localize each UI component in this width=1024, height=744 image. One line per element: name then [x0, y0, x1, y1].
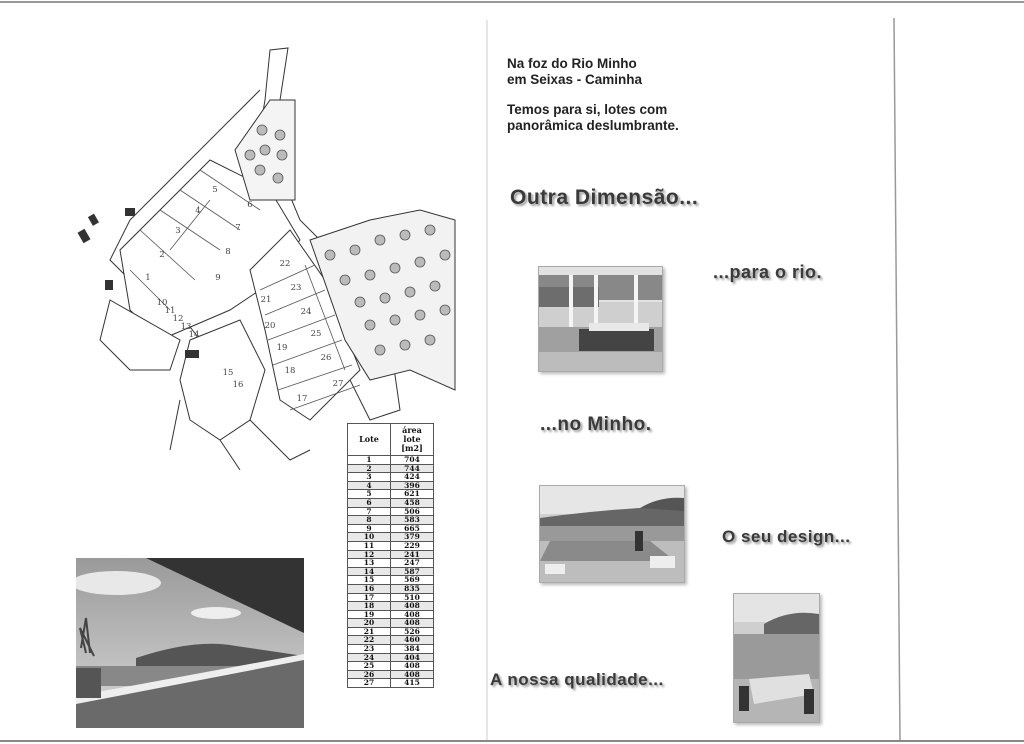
lot-label: 1 — [145, 273, 151, 283]
lot-area-cell: 424 — [391, 473, 434, 482]
lot-label: 4 — [195, 206, 201, 216]
lot-label: 27 — [332, 379, 344, 389]
lot-number-cell: 16 — [348, 584, 391, 593]
lot-area-cell: 621 — [391, 490, 434, 499]
lot-area-cell: 835 — [391, 584, 434, 593]
lot-area-cell: 408 — [391, 602, 434, 611]
lot-number-cell: 14 — [348, 567, 391, 576]
lot-number-cell: 13 — [348, 559, 391, 568]
lot-label: 8 — [225, 247, 231, 257]
table-row — [348, 653, 434, 662]
intro-line: Na foz do Rio Minho — [507, 56, 637, 71]
lot-number-cell: 21 — [348, 627, 391, 636]
lot-area-cell: 704 — [391, 456, 434, 465]
headline-para-o-rio: ...para o rio. — [713, 262, 823, 282]
lot-label: 7 — [235, 223, 241, 233]
lot-area-cell: 587 — [391, 567, 434, 576]
table-row — [348, 593, 434, 602]
lot-number-cell: 9 — [348, 524, 391, 533]
lot-number-cell: 5 — [348, 490, 391, 499]
lot-area-cell: 458 — [391, 498, 434, 507]
lot-number-cell: 2 — [348, 464, 391, 473]
lot-label: 2 — [159, 250, 165, 260]
lot-table-body — [348, 456, 434, 688]
lot-label: 9 — [215, 273, 221, 283]
lot-label: 15 — [222, 368, 234, 378]
table-row — [348, 584, 434, 593]
lot-label: 17 — [296, 394, 308, 404]
lot-label: 10 — [156, 298, 168, 308]
lot-label: 24 — [300, 307, 312, 317]
table-row — [348, 456, 434, 465]
lot-area-cell: 229 — [391, 541, 434, 550]
table-row — [348, 670, 434, 679]
table-row — [348, 481, 434, 490]
headline-a-nossa-qualidade: A nossa qualidade... — [490, 670, 664, 689]
lot-area-cell: 396 — [391, 481, 434, 490]
lot-area-cell: 460 — [391, 636, 434, 645]
lot-number-cell: 18 — [348, 602, 391, 611]
lot-label: 25 — [310, 329, 322, 339]
lot-number-cell: 1 — [348, 456, 391, 465]
table-row — [348, 490, 434, 499]
lot-area-table — [347, 423, 434, 688]
lot-number-cell: 15 — [348, 576, 391, 585]
lot-label: 12 — [172, 314, 184, 324]
lot-number-cell: 6 — [348, 498, 391, 507]
pool-view-photo — [539, 485, 685, 583]
lot-area-cell: 526 — [391, 627, 434, 636]
table-row — [348, 516, 434, 525]
headline-o-seu-design: O seu design... — [722, 527, 851, 546]
lot-area-cell: 583 — [391, 516, 434, 525]
table-row — [348, 498, 434, 507]
lot-number-cell: 17 — [348, 593, 391, 602]
lot-area-cell: 379 — [391, 533, 434, 542]
lot-number-cell: 23 — [348, 645, 391, 654]
table-row — [348, 541, 434, 550]
lot-label: 11 — [164, 306, 176, 316]
table-row — [348, 619, 434, 628]
lot-label: 26 — [320, 353, 332, 363]
terrace-view-photo — [76, 558, 304, 728]
lot-area-cell: 247 — [391, 559, 434, 568]
lot-number-cell: 10 — [348, 533, 391, 542]
lot-label: 20 — [264, 321, 276, 331]
lot-label: 16 — [232, 380, 244, 390]
lot-label: 18 — [284, 366, 296, 376]
table-row — [348, 533, 434, 542]
lot-label: 6 — [247, 200, 253, 210]
lot-area-cell: 744 — [391, 464, 434, 473]
lot-area-cell: 408 — [391, 610, 434, 619]
table-row — [348, 679, 434, 688]
table-header-lote: Lote — [348, 424, 391, 456]
lot-number-cell: 26 — [348, 670, 391, 679]
site-plan-map — [70, 40, 460, 470]
lot-number-cell: 7 — [348, 507, 391, 516]
table-row — [348, 464, 434, 473]
lot-label: 3 — [175, 226, 181, 236]
lot-area-cell: 241 — [391, 550, 434, 559]
table-row — [348, 645, 434, 654]
intro-text — [507, 56, 679, 148]
lot-number-cell: 12 — [348, 550, 391, 559]
lot-label: 22 — [279, 259, 291, 269]
intro-line: panorâmica deslumbrante. — [507, 118, 679, 133]
table-row — [348, 524, 434, 533]
table-row — [348, 627, 434, 636]
intro-line: em Seixas - Caminha — [507, 72, 643, 87]
table-row — [348, 559, 434, 568]
table-row — [348, 576, 434, 585]
lot-number-cell: 8 — [348, 516, 391, 525]
table-row — [348, 550, 434, 559]
lot-label: 14 — [188, 330, 200, 340]
lot-number-cell: 11 — [348, 541, 391, 550]
lot-number-cell: 24 — [348, 653, 391, 662]
lot-number-cell: 25 — [348, 662, 391, 671]
lot-label: 23 — [290, 283, 302, 293]
lot-number-cell: 4 — [348, 481, 391, 490]
lot-area-cell: 408 — [391, 619, 434, 628]
table-row — [348, 473, 434, 482]
lot-number-cell: 27 — [348, 679, 391, 688]
lot-number-cell: 3 — [348, 473, 391, 482]
lot-area-cell: 506 — [391, 507, 434, 516]
lot-number-cell: 19 — [348, 610, 391, 619]
lot-area-cell: 569 — [391, 576, 434, 585]
bedroom-photo — [538, 266, 663, 372]
lot-area-cell: 404 — [391, 653, 434, 662]
table-row — [348, 507, 434, 516]
lot-label: 13 — [180, 322, 192, 332]
lot-area-cell: 408 — [391, 662, 434, 671]
table-row — [348, 636, 434, 645]
table-header-area: área lote [m2] — [391, 424, 434, 456]
table-row — [348, 567, 434, 576]
lot-area-cell: 510 — [391, 593, 434, 602]
table-row — [348, 602, 434, 611]
table-row — [348, 610, 434, 619]
headline-outra-dimensao: Outra Dimensão... — [510, 186, 699, 209]
lot-area-cell: 415 — [391, 679, 434, 688]
table-row — [348, 662, 434, 671]
lot-area-cell: 384 — [391, 645, 434, 654]
lot-number-cell: 20 — [348, 619, 391, 628]
lot-label: 5 — [212, 185, 218, 195]
lot-area-cell: 408 — [391, 670, 434, 679]
lot-label: 21 — [260, 295, 272, 305]
headline-no-minho: ...no Minho. — [540, 414, 652, 435]
lot-area-cell: 665 — [391, 524, 434, 533]
terrace-dining-photo — [733, 593, 820, 723]
lot-number-cell: 22 — [348, 636, 391, 645]
intro-line: Temos para si, lotes com — [507, 102, 668, 117]
lot-label: 19 — [276, 343, 288, 353]
